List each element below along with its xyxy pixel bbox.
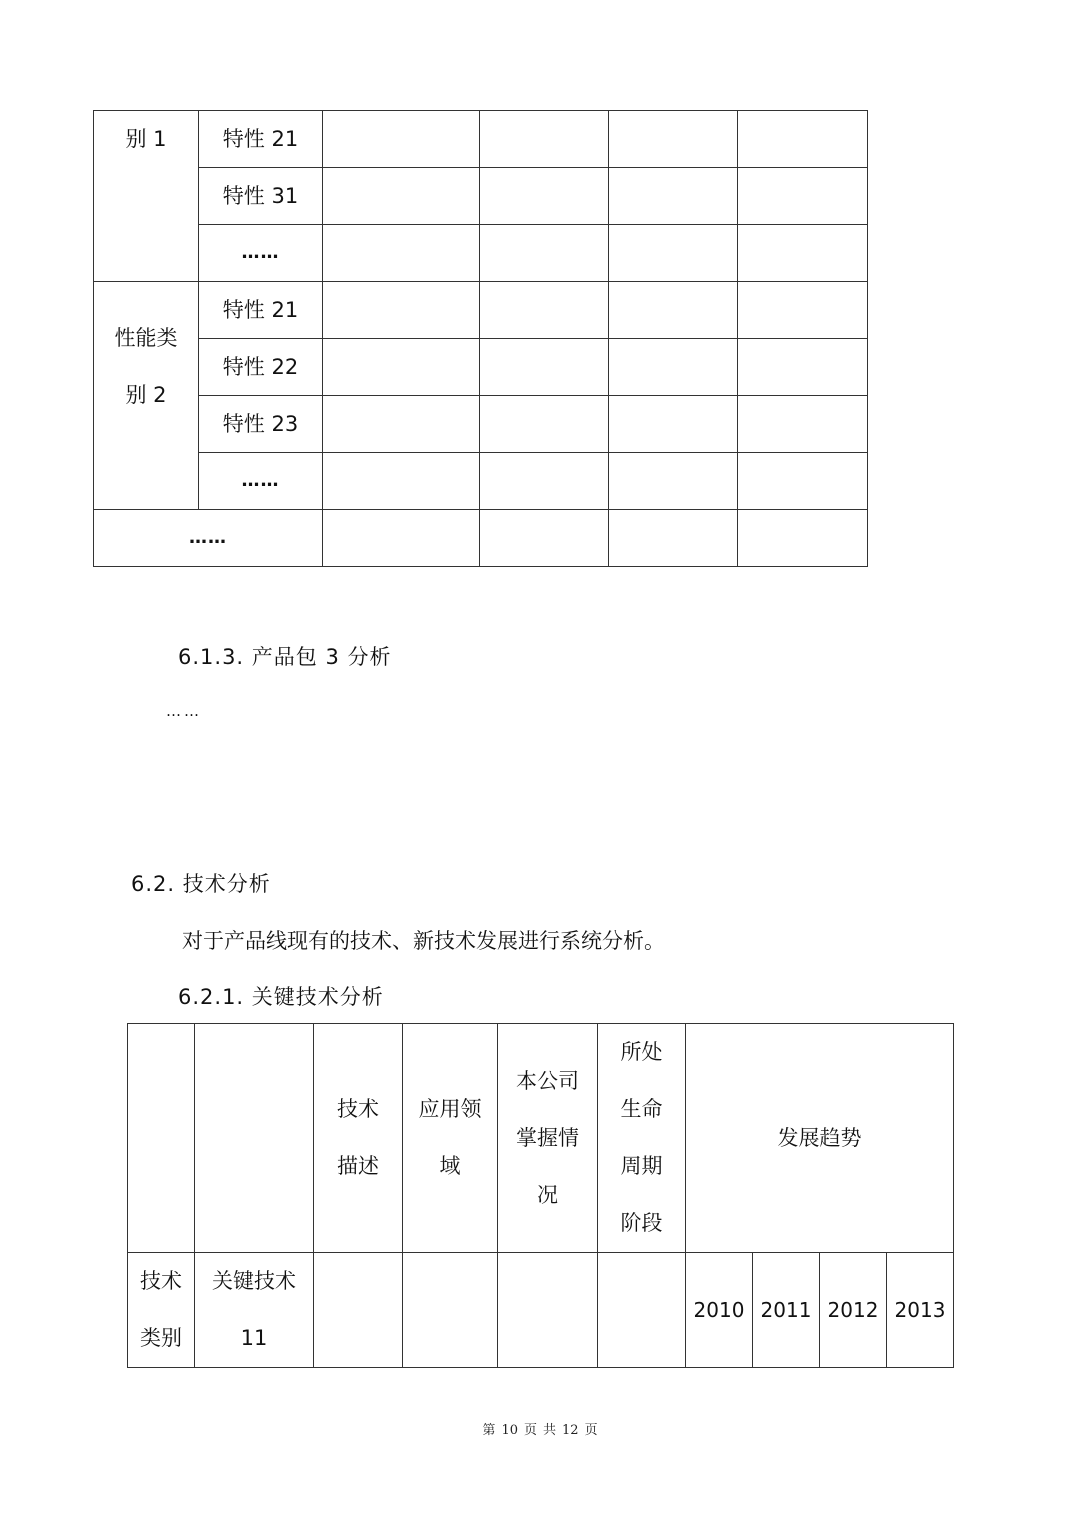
more-rows-cell: …… [94,510,323,567]
page-footer: 第 10 页 共 12 页 [482,1423,598,1438]
category-label: 别 2 [125,383,167,407]
header-lifecycle-stage: 所处 生命 周期 阶段 [598,1024,686,1253]
table-row [94,168,868,225]
table-row [128,1253,954,1368]
tech-category-cell: 技术 类别 [128,1253,195,1368]
feature-cell: 特性 31 [199,168,323,225]
year-cell: 2010 [686,1253,753,1368]
category-cell [94,282,199,510]
table-header-row [128,1024,954,1253]
section-heading-6-2: 6.2. 技术分析 [131,872,271,896]
performance-table [93,110,868,567]
total-page-number: 12 [562,1423,579,1438]
table-row [94,396,868,453]
table-row [94,453,868,510]
year-cell: 2013 [887,1253,954,1368]
ellipsis-text: …… [166,702,202,720]
category-cell [94,111,199,282]
header-tech-description: 技术 描述 [314,1024,403,1253]
feature-cell: 特性 23 [199,396,323,453]
key-technology-table [127,1023,954,1368]
table-row [94,111,868,168]
header-development-trend: 发展趋势 [686,1024,954,1253]
table-row [94,225,868,282]
table-row [94,339,868,396]
feature-cell: …… [199,225,323,282]
section-body-text: 对于产品线现有的技术、新技术发展进行系统分析。 [182,929,665,953]
feature-cell: 特性 21 [199,282,323,339]
key-tech-cell: 关键技术 11 [195,1253,314,1368]
section-heading-6-1-3: 6.1.3. 产品包 3 分析 [178,645,392,669]
feature-cell: …… [199,453,323,510]
table-row [94,282,868,339]
table-row [94,510,868,567]
category-label: 别 1 [125,127,167,151]
feature-cell: 特性 21 [199,111,323,168]
header-company-mastery: 本公司 掌握情 况 [498,1024,598,1253]
current-page-number: 10 [501,1423,518,1438]
year-cell: 2012 [820,1253,887,1368]
header-application-field: 应用领 域 [403,1024,498,1253]
feature-cell: 特性 22 [199,339,323,396]
category-label: 性能类 [114,326,178,350]
year-cell: 2011 [753,1253,820,1368]
section-heading-6-2-1: 6.2.1. 关键技术分析 [178,985,384,1009]
